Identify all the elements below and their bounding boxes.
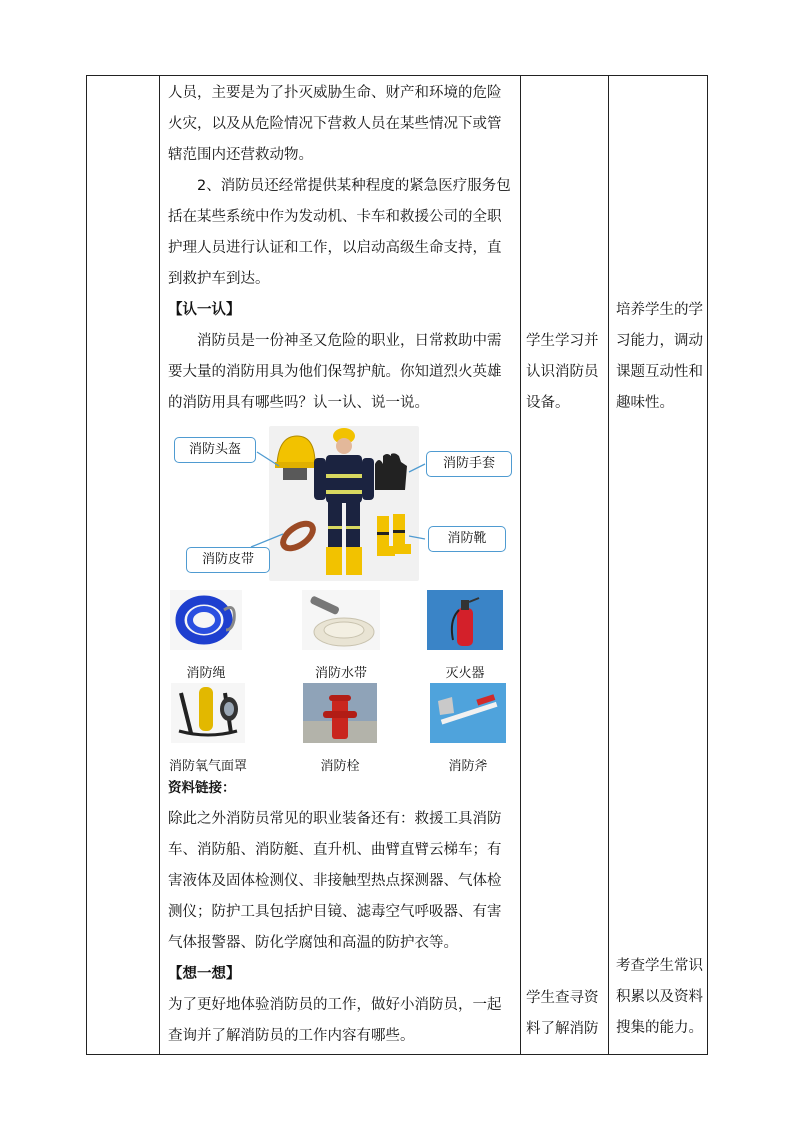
gallery-item-extinguisher (425, 590, 505, 681)
student-activity-2: 学生查寻资料了解消防 (526, 990, 599, 1037)
table-left-border (86, 75, 87, 1055)
gallery-label-breathing-apparatus: 消防氧气面罩 (168, 759, 247, 774)
design-intent-2: 考查学生常识积累以及资料搜集的能力。 (616, 958, 703, 1036)
table-bottom-border (86, 1054, 708, 1055)
paragraph-extra-equipment: 除此之外消防员常见的职业装备还有：救援工具消防车、消防船、消防艇、直升机、曲臂直臂云梯车；有害液体及固体检测仪、非接触型热点探测器、气体检测仪；防护工具包括护目镜、滤毒空气呼吸器、有害气体报警器、防化学腐蚀和高温的防护衣等。 (168, 811, 502, 951)
callout-belt: 消防皮带 (186, 547, 270, 573)
gallery-item-hydrant (300, 683, 380, 774)
breathing-apparatus-icon (171, 683, 245, 743)
paragraph-think-task: 为了更好地体验消防员的工作，做好小消防员，一起查询并了解消防员的工作内容有哪些。 (168, 997, 502, 1044)
gallery-item-hose (296, 590, 386, 681)
callout-gloves: 消防手套 (426, 451, 512, 477)
teaching-content-top (168, 78, 514, 419)
firefighter-gear-figure (171, 424, 516, 584)
gallery-label-axe: 消防斧 (448, 759, 488, 774)
heading-recognize: 【认一认】 (168, 302, 241, 318)
hydrant-icon (303, 683, 377, 743)
teaching-content-bottom (168, 773, 514, 1052)
extinguisher-icon (427, 590, 503, 650)
gallery-label-hose: 消防水带 (314, 666, 367, 681)
column-divider-1 (159, 75, 160, 1055)
gallery-item-rope (165, 590, 247, 681)
design-intent-1: 培养学生的学习能力，调动课题互动性和趣味性。 (616, 302, 703, 411)
gallery-label-extinguisher: 灭火器 (445, 666, 485, 681)
gallery-label-hydrant: 消防栓 (320, 759, 360, 774)
column-divider-2 (520, 75, 521, 1055)
gallery-item-breathing-apparatus (160, 683, 256, 774)
gallery-item-axe (428, 683, 508, 774)
heading-resource-link: 资料链接： (168, 780, 236, 796)
paragraph-equipment-intro: 消防员是一份神圣又危险的职业，日常救助中需要大量的消防用具为他们保驾护航。你知道烈火英雄的消防用具有哪些吗？认一认、说一说。 (168, 333, 502, 411)
callout-boots: 消防靴 (428, 526, 506, 552)
table-right-border (707, 75, 708, 1055)
student-activity-1: 学生学习并认识消防员设备。 (526, 333, 599, 411)
rope-icon (170, 590, 242, 650)
table-top-border (86, 75, 708, 76)
column-divider-3 (608, 75, 609, 1055)
paragraph-medical-services: 2、消防员还经常提供某种程度的紧急医疗服务包括在某些系统中作为发动机、卡车和救援公司的全职护理人员进行认证和工作，以启动高级生命支持，直到救护车到达。 (168, 178, 511, 287)
heading-think: 【想一想】 (168, 966, 241, 982)
axe-icon (430, 683, 506, 743)
hose-icon (302, 590, 380, 650)
gallery-label-rope: 消防绳 (186, 666, 226, 681)
callout-helmet: 消防头盔 (174, 437, 256, 463)
paragraph-firefighter-duties: 人员，主要是为了扑灭威胁生命、财产和环境的危险火灾，以及从危险情况下营救人员在某些情况下或管辖范围内还营救动物。 (168, 85, 502, 163)
